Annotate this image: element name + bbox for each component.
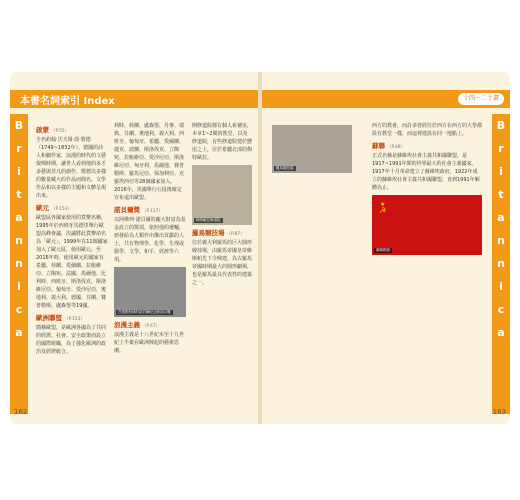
side-letter: n <box>497 234 505 247</box>
photo-caption: 梅特歐拉修道院 <box>196 218 221 222</box>
index-column-5 <box>372 122 482 258</box>
stroke-range-capsule: 十四～二十畫 <box>458 93 504 105</box>
left-side-band <box>10 114 28 414</box>
colosseum-photo <box>272 125 352 173</box>
page-number: 162 <box>14 408 28 416</box>
entry-text: 全名約翰‧沃夫岡‧馮‧歌德（1749~1832年），德國的詩人和劇作家，浪漫的時代的文藝復興時期，讓世人看到他的多才多藝與非凡的創作。歌德以多樣的數量藏大的作品而聞名，文學作品和以多樣的主題和文體呈現出來。 <box>36 137 107 199</box>
entry-heading: 歐元 （P.153） <box>36 204 73 212</box>
soviet-flag-image <box>372 195 482 255</box>
entry-text: 浪漫主義是十八世紀末至十九世紀上半葉在歐洲興起的藝術思潮。 <box>114 332 185 354</box>
side-letter: a <box>15 211 23 224</box>
entry-heading: 啟蒙 （P.55） <box>36 126 70 134</box>
side-letter: i <box>499 165 503 178</box>
right-side-band <box>492 114 510 414</box>
photo-caption: 在德國柏林的諾貝爾紀念館前浮雕 <box>118 310 171 314</box>
side-letter: t <box>16 188 22 201</box>
entry-heading: 羅馬競技場 （P.87） <box>192 229 245 237</box>
book-spread <box>10 72 510 424</box>
left-page <box>10 72 258 424</box>
entry-text: 簡稱歐盟，是歐洲各國為了共同的經濟、社會、安全政策而設立的國際組織，為了強化歐洲的政治及經濟統合。 <box>36 325 107 355</box>
photo-caption: 蘇聯國旗 <box>376 248 390 252</box>
index-column-4 <box>272 122 352 176</box>
index-header-bar <box>262 90 510 108</box>
side-letter: i <box>499 280 503 293</box>
side-letter: B <box>14 119 24 132</box>
side-letter: a <box>497 326 505 339</box>
index-column-3 <box>192 122 252 290</box>
side-letter: n <box>15 257 23 270</box>
entry-text: 西方的教會，而許多曾經位於西方在西方的大學都設有教堂一樣，而這裡建設在同一地點上。 <box>372 123 483 137</box>
side-letter: n <box>15 234 23 247</box>
entry-heading: 歐洲聯盟 （P.153） <box>36 314 86 322</box>
entry-text: 利時、荷蘭、盧森堡、丹麥、瑞典、芬蘭、奧地利、義大利、西班牙、葡萄牙、希臘、愛爾蘭、捷克、波蘭、斯洛伐克、立陶宛、拉脫維亞、愛沙尼亞、斯洛維尼亞、匈牙利、馬爾他、賽普勒斯、羅馬尼亞、保加利亞、克羅埃西亞等28個國家加入。2016年，英國舉行公投後確定宣布退出歐盟。 <box>114 123 185 201</box>
side-letter: r <box>498 142 504 155</box>
side-letter: a <box>15 326 23 339</box>
side-letter: i <box>17 280 21 293</box>
star-icon: ★ <box>380 201 386 208</box>
entry-text: 位於義大利羅馬的巨大圓形競技場，由羅馬帝國皇帝維斯帕先下令興建，為古羅馬帝國時期最大的圓形劇場，也是羅馬最具代表性的建築之一。 <box>192 240 253 286</box>
entry-text: 以阿佛列‧諾貝爾的龐大財富為基金設立的獎項，依照他的遺囑，頒發給為人類作出傑出貢獻的人士，共有物理學、化學、生理或醫學、文學、和平、經濟學六項。 <box>114 217 186 263</box>
side-letter: t <box>498 188 504 201</box>
entry-text: 正式名稱是蘇維埃社會主義共和國聯盟，是1917~1991年間的世界最大的社會主義國家。1917年十月革命建立了蘇維埃政府，1922年成立的蘇維埃社會主義共和國聯盟，直到1991年解體為止。 <box>372 153 480 191</box>
index-column-1 <box>36 122 108 359</box>
relief-photo <box>114 267 186 317</box>
entry-text: 歐盟區各國家使用的貨幣名稱，1995年於西班牙馬德里舉行歐盟高峰會議，決議將此貨幣命名為「歐元」。1999年在11個國家加入了歐元區，使用歐元。至2016年時，使用歐元的國家有希臘、荷蘭、愛爾蘭、拉脫維亞、立陶宛、法國、馬爾他、比利時、西班牙、斯洛伐克、斯洛維尼亞、葡萄牙、愛沙尼亞、奧地利、義大利、德國、芬蘭、賽普勒斯、盧森堡等19國。 <box>36 215 108 309</box>
entry-heading: 蘇聯 （P.48） <box>372 142 406 150</box>
side-letter: c <box>15 303 23 316</box>
entry-heading: 諾貝爾獎 （P.117） <box>114 206 164 214</box>
entry-heading: 浪漫主義 （P.47） <box>114 321 161 329</box>
index-title: 本書名詞索引 Index <box>20 96 115 107</box>
side-letter: n <box>497 257 505 270</box>
side-letter: B <box>496 119 506 132</box>
side-letter: c <box>497 303 505 316</box>
hammer-sickle-icon: ☭ <box>379 206 387 215</box>
monastery-photo <box>192 165 252 225</box>
index-column-2 <box>114 122 186 358</box>
index-header-bar <box>10 90 258 108</box>
photo-caption: 羅馬競技場 <box>276 166 294 170</box>
side-letter: i <box>17 165 21 178</box>
right-page <box>262 72 510 424</box>
side-letter: r <box>16 142 22 155</box>
entry-text: 開修道院都有個人祈禱室，本章1~2間的教堂，以及修道院，有些修道院建於懸崖之上，位於希臘北部的梅特歐拉。 <box>192 123 253 161</box>
page-number: 163 <box>492 408 506 416</box>
side-letter: a <box>497 211 505 224</box>
